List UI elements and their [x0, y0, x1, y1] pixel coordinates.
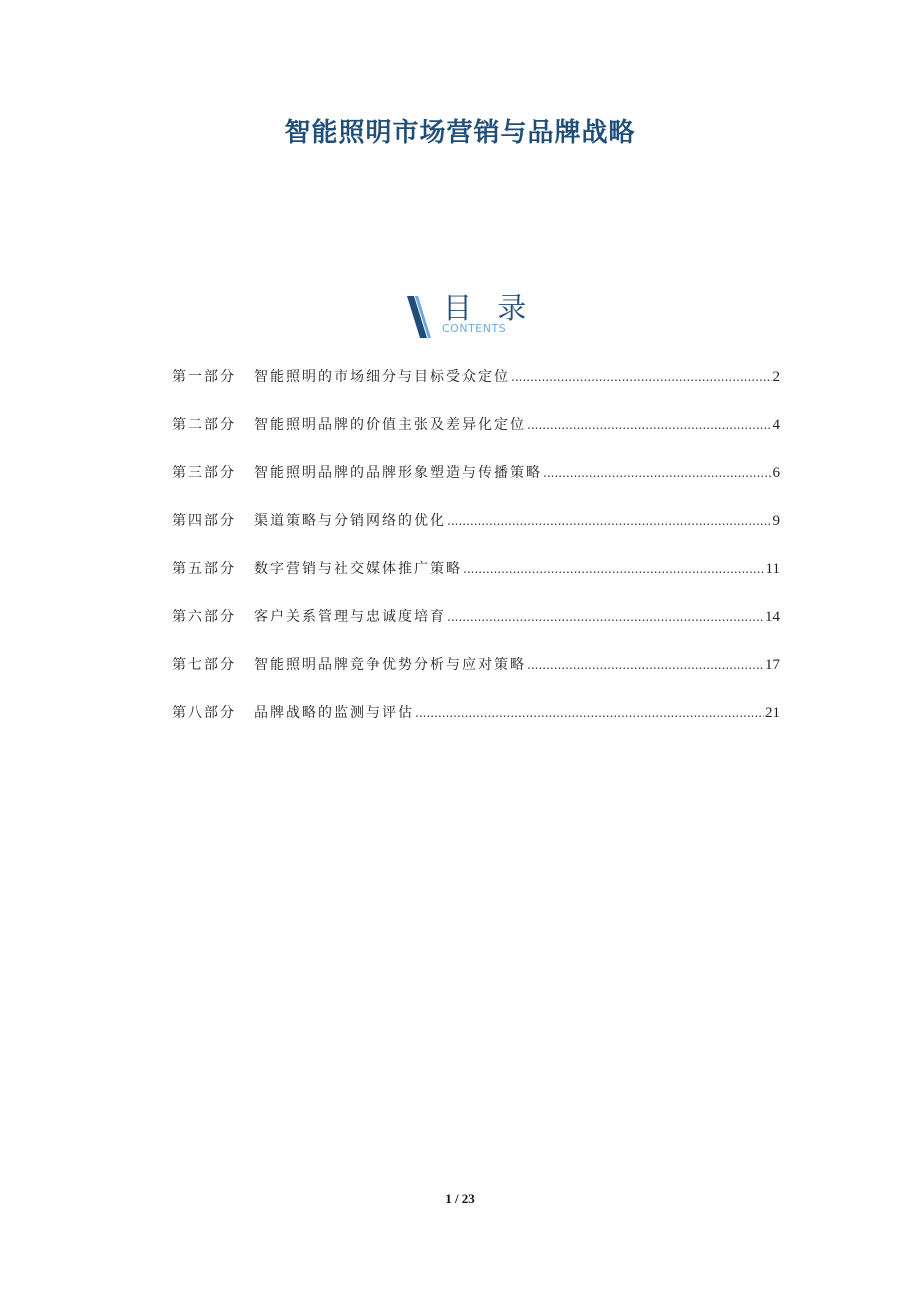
- toc-entry-part-label: 第五部分: [172, 561, 236, 577]
- toc-entry-title: 智能照明品牌的价值主张及差异化定位: [254, 417, 526, 433]
- toc-heading: 目 录: [443, 291, 535, 325]
- toc-entry-page-number: 11: [765, 561, 780, 577]
- toc-entry-title: 渠道策略与分销网络的优化: [254, 513, 446, 529]
- toc-entry-part-7[interactable]: [172, 654, 780, 702]
- contents-logo-icon: [405, 296, 433, 338]
- toc-entry-part-4[interactable]: [172, 510, 780, 558]
- toc-subheading: CONTENTS: [442, 322, 507, 335]
- toc-entry-part-label: 第三部分: [172, 465, 236, 481]
- toc-header: [405, 291, 535, 340]
- toc-entry-part-1[interactable]: [172, 366, 780, 414]
- toc-entry-part-label: 第二部分: [172, 417, 236, 433]
- toc-entry-part-label: 第八部分: [172, 705, 236, 721]
- toc-entry-page-number: 2: [772, 369, 780, 385]
- toc-dot-leader: [447, 510, 772, 532]
- toc-dot-leader: [447, 606, 764, 628]
- toc-entry-part-label: 第六部分: [172, 609, 236, 625]
- toc-dot-leader: [415, 702, 764, 724]
- toc-entry-title: 智能照明品牌的品牌形象塑造与传播策略: [254, 465, 542, 481]
- toc-dot-leader: [463, 558, 765, 580]
- toc-entry-title: 品牌战略的监测与评估: [254, 705, 414, 721]
- toc-dot-leader: [511, 366, 772, 388]
- table-of-contents: [172, 366, 780, 750]
- toc-entry-part-6[interactable]: [172, 606, 780, 654]
- page-indicator: 1 / 23: [445, 1191, 475, 1206]
- toc-dot-leader: [527, 414, 772, 436]
- toc-entry-page-number: 6: [772, 465, 780, 481]
- toc-entry-part-8[interactable]: [172, 702, 780, 750]
- document-title: 智能照明市场营销与品牌战略: [284, 118, 636, 148]
- toc-entry-part-label: 第一部分: [172, 369, 236, 385]
- toc-entry-part-label: 第四部分: [172, 513, 236, 529]
- toc-entry-title: 智能照明的市场细分与目标受众定位: [254, 369, 510, 385]
- toc-entry-title: 客户关系管理与忠诚度培育: [254, 609, 446, 625]
- toc-entry-part-label: 第七部分: [172, 657, 236, 673]
- toc-entry-part-3[interactable]: [172, 462, 780, 510]
- toc-entry-part-2[interactable]: [172, 414, 780, 462]
- toc-entry-title: 智能照明品牌竞争优势分析与应对策略: [254, 657, 526, 673]
- toc-entry-title: 数字营销与社交媒体推广策略: [254, 561, 462, 577]
- toc-entry-page-number: 4: [772, 417, 780, 433]
- toc-entry-page-number: 9: [772, 513, 780, 529]
- toc-entry-part-5[interactable]: [172, 558, 780, 606]
- toc-dot-leader: [527, 654, 764, 676]
- toc-entry-page-number: 17: [765, 657, 780, 673]
- toc-entry-page-number: 21: [765, 705, 780, 721]
- toc-entry-page-number: 14: [765, 609, 780, 625]
- toc-dot-leader: [543, 462, 772, 484]
